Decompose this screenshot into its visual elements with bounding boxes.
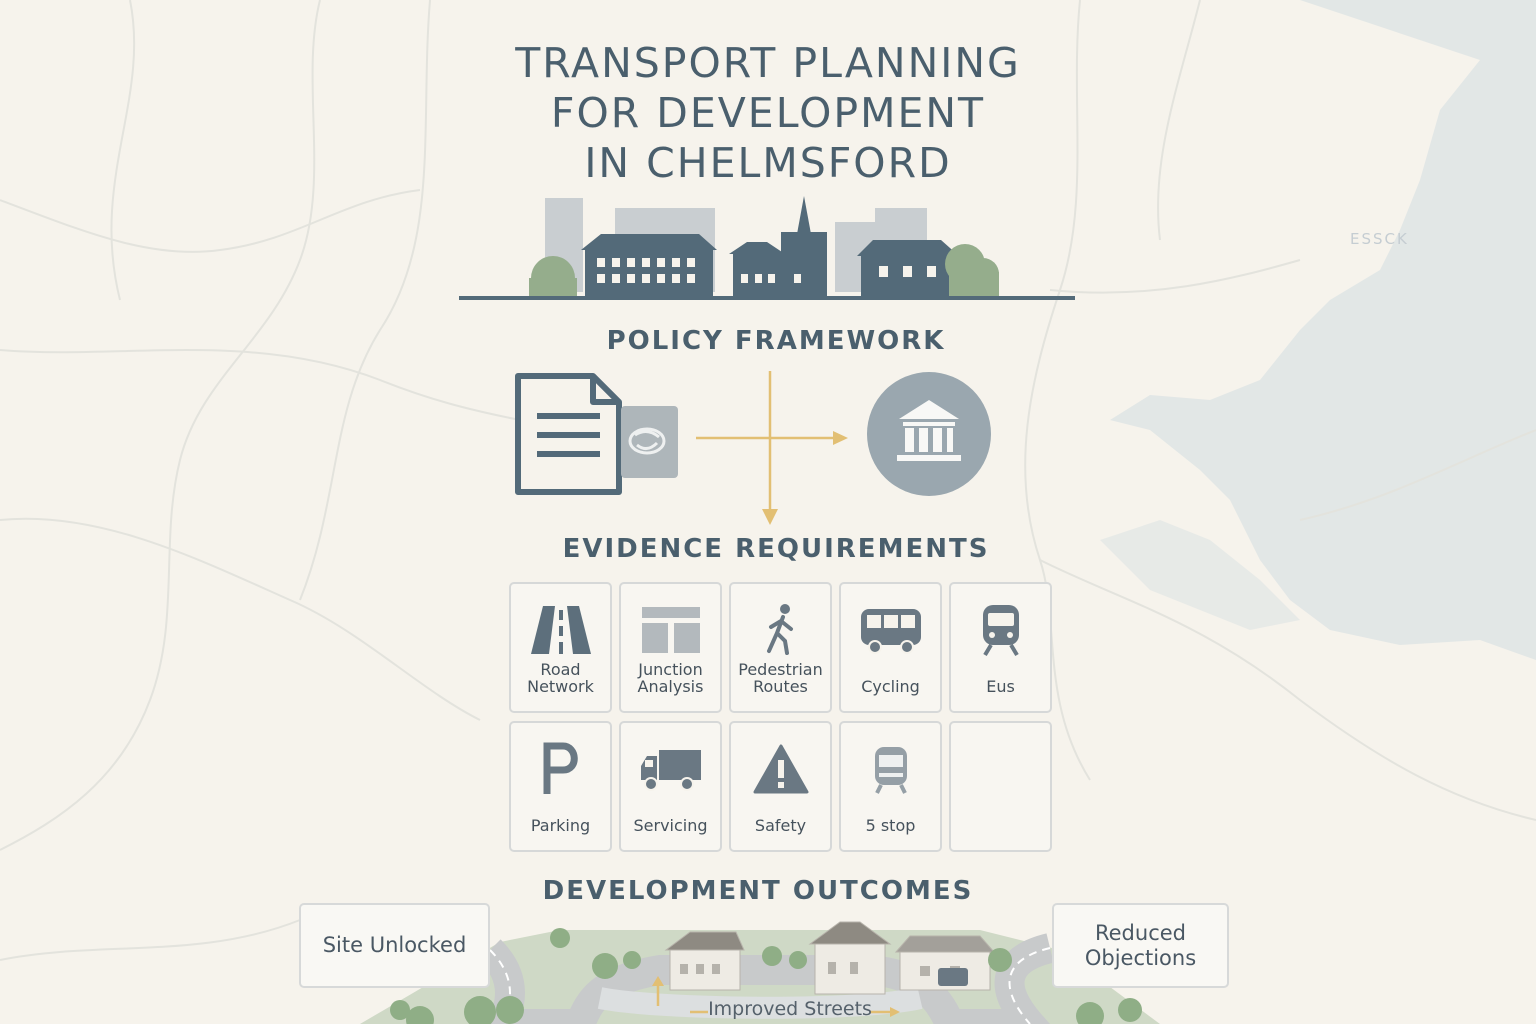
pedestrian-icon: [759, 603, 803, 657]
tile-safety[interactable]: [729, 721, 832, 852]
tile-label: Cycling: [861, 677, 920, 696]
tile-label: Eus: [986, 677, 1015, 696]
tram-icon: [871, 743, 911, 795]
title-line: IN CHELMSFORD: [584, 139, 952, 187]
tile-parking[interactable]: [509, 721, 612, 852]
policy-framework-diagram: [505, 365, 1005, 530]
tile-5-stop[interactable]: [839, 721, 942, 852]
junction-icon: [640, 605, 702, 655]
development-outcomes-heading: DEVELOPMENT OUTCOMES: [542, 876, 974, 906]
tile-empty: [949, 721, 1052, 852]
outcome-reduced-objections: [1052, 903, 1229, 988]
outcome-site-unlocked: Site Unlocked: [299, 903, 490, 988]
town-skyline-illustration: [455, 192, 1080, 304]
evidence-requirements-heading: EVIDENCE REQUIREMENTS: [562, 534, 990, 564]
tile-pedestrian-routes[interactable]: [729, 582, 832, 713]
tile-label: Servicing: [633, 816, 708, 835]
outcome-line: Objections: [1084, 945, 1197, 970]
parking-icon: [539, 742, 583, 796]
tile-label: 5 stop: [865, 816, 916, 835]
tile-servicing[interactable]: [619, 721, 722, 852]
tile-eus[interactable]: [949, 582, 1052, 713]
tile-label: Parking: [530, 816, 591, 835]
tile-label: Safety: [754, 816, 807, 835]
flow-arrows: [696, 371, 848, 525]
title-line: TRANSPORT PLANNING: [515, 39, 1021, 87]
map-card-icon: [621, 406, 678, 478]
title-line: FOR DEVELOPMENT: [550, 89, 986, 137]
tile-road-network[interactable]: [509, 582, 612, 713]
map-region-label: ESSCK: [1350, 230, 1409, 248]
bus-icon: [859, 605, 923, 655]
warning-icon: [753, 744, 809, 794]
policy-document-icon: [518, 376, 619, 492]
government-building-icon: [867, 372, 991, 496]
tile-junction-analysis[interactable]: [619, 582, 722, 713]
tile-cycling[interactable]: [839, 582, 942, 713]
tile-label: Junction Analysis: [637, 660, 704, 696]
train-icon: [979, 603, 1023, 657]
truck-icon: [639, 746, 703, 792]
tile-label: Pedestrian Routes: [738, 660, 823, 696]
tile-label: Road Network: [527, 660, 594, 696]
improved-streets-label: Improved Streets: [708, 998, 872, 1020]
road-icon: [529, 604, 593, 656]
policy-framework-heading: POLICY FRAMEWORK: [606, 326, 946, 356]
page-title: [368, 38, 1168, 188]
evidence-grid: [509, 582, 1052, 852]
outcome-line: Reduced: [1094, 920, 1186, 945]
